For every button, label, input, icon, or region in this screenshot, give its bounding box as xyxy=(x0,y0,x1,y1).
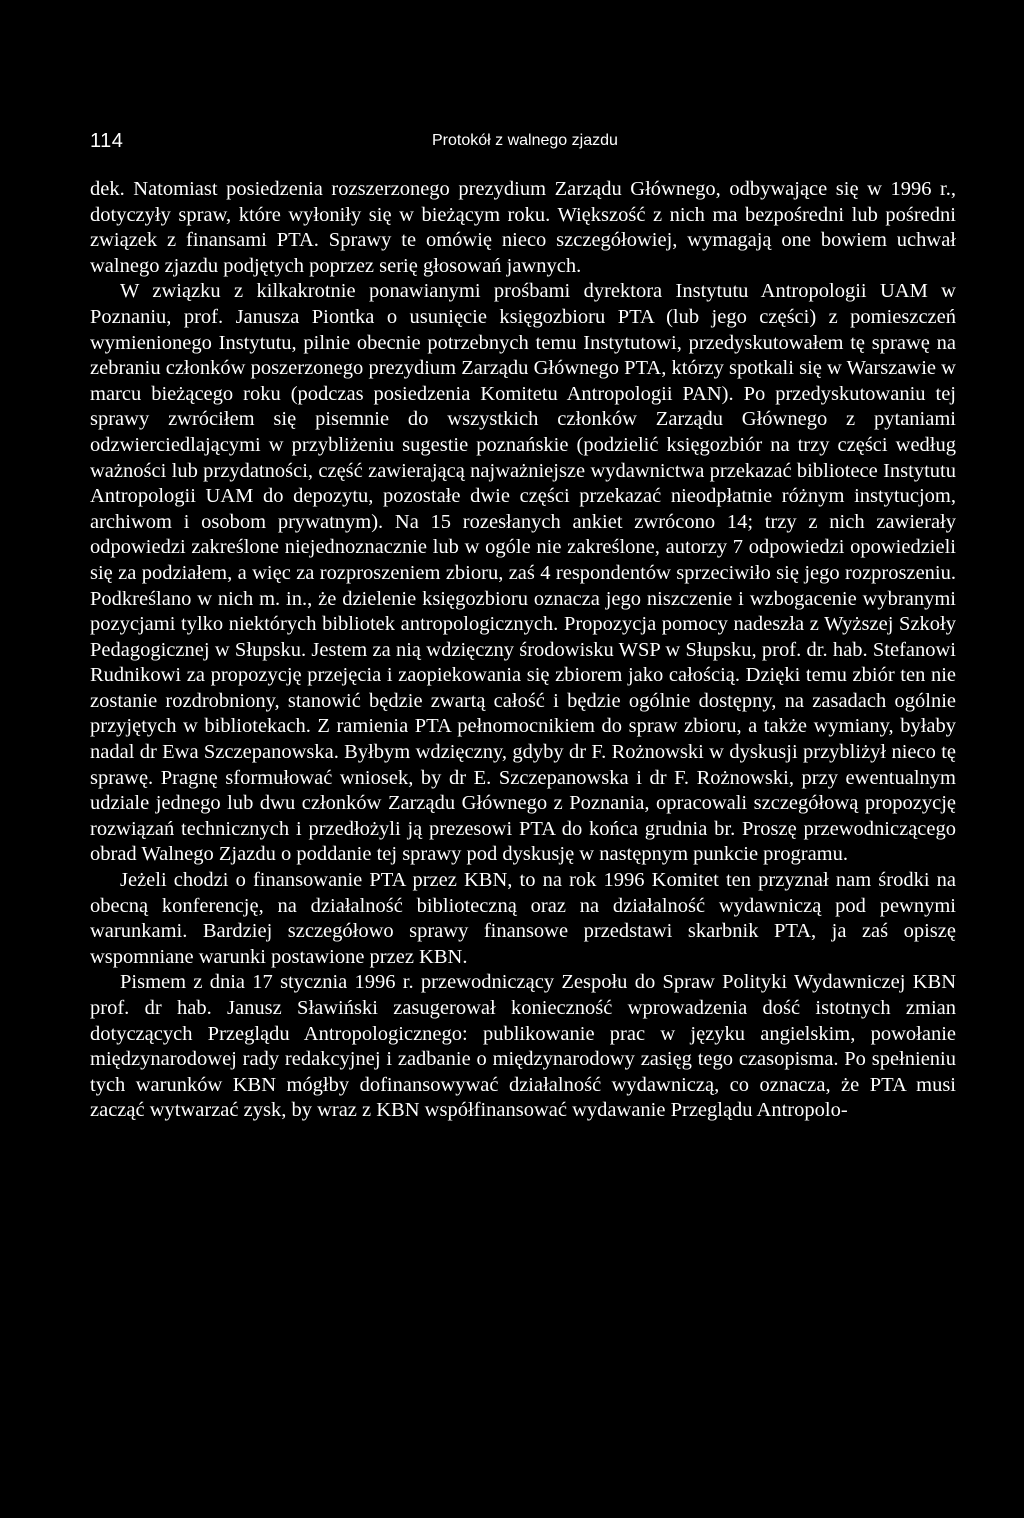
paragraph: dek. Natomiast posiedzenia rozszerzonego prezydium Zarządu Głównego, odbywające się w 1996 r., dotyczyły spraw, które wyłoniły się w bieżącym roku. Większość z nich ma bezpośredni lub pośredni związek z finansami PTA. Sprawy te omówię nieco szczegółowiej, wymagają one bowiem uchwał walnego zjazdu podjętych poprzez serię głosowań jawnych. xyxy=(90,178,956,277)
running-title: Protokół z walnego zjazdu xyxy=(432,132,618,149)
body-text xyxy=(90,177,956,1124)
paragraph: Pismem z dnia 17 stycznia 1996 r. przewodniczący Zespołu do Spraw Polityki Wydawniczej KBN prof. dr hab. Janusz Sławiński zasugerował konieczność wprowadzenia dość istotnych zmian dotyczących Przeglądu Antropologicznego: publikowanie prac w języku angielskim, powołanie międzynarodowej rady redakcyjnej i zadbanie o międzynarodowy zasięg tego czasopisma. Po spełnieniu tych warunków KBN mógłby dofinansowywać działalność wydawniczą, co oznacza, że PTA musi zacząć wytwarzać zysk, by wraz z KBN współfinansować wydawanie Przeglądu Antropolo- xyxy=(90,971,956,1122)
page-number: 114 xyxy=(90,130,124,152)
paragraph: Jeżeli chodzi o finansowanie PTA przez KBN, to na rok 1996 Komitet ten przyznał nam środki na obecną konferencję, na działalność biblioteczną oraz na działalność wydawniczą pod pewnymi warunkami. Bardziej szczegółowo sprawy finansowe przedstawi skarbnik PTA, ja zaś opiszę wspomniane warunki postawione przez KBN. xyxy=(90,869,956,968)
paragraph: W związku z kilkakrotnie ponawianymi prośbami dyrektora Instytutu Antropologii UAM w Poznaniu, prof. Janusza Piontka o usunięcie księgozbioru PTA (lub jego części) z pomieszczeń wymienionego Instytutu, pilnie obecnie potrzebnych temu Instytutowi, przedyskutowałem tę sprawę na zebraniu członków poszerzonego prezydium Zarządu Głównego PTA, którzy spotkali się w Warszawie w marcu bieżącego roku (podczas posiedzenia Komitetu Antropologii PAN). Po przedyskutowaniu tej sprawy zwróciłem się pisemnie do wszystkich członków Zarządu Głównego z pytaniami odzwierciedlającymi w przybliżeniu sugestie poznańskie (podzielić księgozbiór na trzy części według ważności lub przydatności, część zawierającą najważniejsze wydawnictwa przekazać bibliotece Instytutu Antropologii UAM do depozytu, pozostałe dwie części przekazać nieodpłatnie różnym instytucjom, archiwom i osobom prywatnym). Na 15 rozesłanych ankiet zwrócono 14; trzy z nich zawierały odpowiedzi zakreślone niejednoznacznie lub w ogóle nie zakreślone, autorzy 7 odpowiedzi opowiedzieli się za podziałem, a więc za rozproszeniem zbioru, zaś 4 respondentów sprzeciwiło się jego rozproszeniu. Podkreślano w nich m. in., że dzielenie księgozbioru oznacza jego niszczenie i wzbogacenie wybranymi pozycjami tylko niektórych bibliotek antropologicznych. Propozycja pomocy nadeszła z Wyższej Szkoły Pedagogicznej w Słupsku. Jestem za nią wdzięczny środowisku WSP w Słupsku, prof. dr. hab. Stefanowi Rudnikowi za propozycję przejęcia i zaopiekowania się zbiorem jako całością. Dzięki temu zbiór ten nie zostanie rozdrobniony, stanowić będzie zwartą całość i będzie ogólnie dostępny, na zasadach ogólnie przyjętych w bibliotekach. Z ramienia PTA pełnomocnikiem do spraw zbioru, a także wymiany, byłaby nadal dr Ewa Szczepanowska. Byłbym wdzięczny, gdyby dr F. Rożnowski w dyskusji przybliżył nieco tę sprawę. Pragnę sformułować wniosek, by dr E. Szczepanowska i dr F. Rożnowski, przy ewentualnym udziale jednego lub dwu członków Zarządu Głównego z Poznania, opracowali szczegółową propozycję rozwiązań technicznych i przedłożyli ją prezesowi PTA do końca grudnia br. Proszę przewodniczącego obrad Walnego Zjazdu o poddanie tej sprawy pod dyskusję w następnym punkcie programu. xyxy=(90,280,956,866)
running-header xyxy=(90,130,960,158)
